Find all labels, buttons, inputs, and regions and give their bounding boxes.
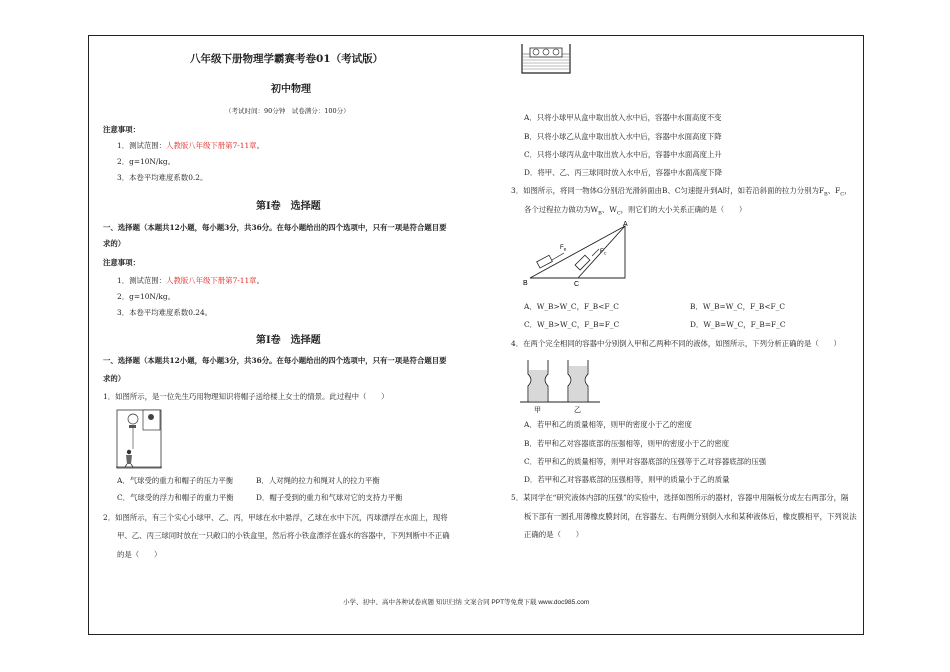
section-intro-line2: 求的） bbox=[103, 239, 126, 248]
exam-title: 八年级下册物理学霸赛考卷01（考试版） bbox=[190, 53, 384, 65]
section-intro-line1: 一、选择题（本题共12小题，每小题3分，共36分。在每小题给出的四个选项中，只有一项是符合题目要 bbox=[103, 223, 447, 232]
question-3-option-b: B．W_B=W_C，F_B<F_C bbox=[690, 302, 785, 311]
question-4-option-b: B．若甲和乙对容器底部的压强相等，则甲的密度小于乙的密度 bbox=[524, 439, 729, 448]
section-intro-line1: 一、选择题（本题共12小题，每小题3分，共36分。在每小题给出的四个选项中，只有一项是符合题目要 bbox=[103, 356, 447, 365]
notes-item-3: 3．本卷平均难度系数0.24。 bbox=[117, 308, 213, 317]
question-4-option-c: C．若甲和乙的质量相等，则甲对容器底部的压强等于乙对容器底部的压强 bbox=[524, 457, 767, 466]
question-3-label-fc bbox=[600, 249, 607, 256]
question-1-option-a: A．气球受的重力和帽子的压力平衡 bbox=[117, 476, 234, 485]
question-1-option-d: D．帽子受到的重力和气球对它的支持力平衡 bbox=[256, 493, 403, 502]
question-3-label-fb-letter: F bbox=[560, 245, 564, 251]
question-1-option-b: B．人对绳的拉力和绳对人的拉力平衡 bbox=[256, 476, 380, 485]
question-2-figure bbox=[520, 44, 572, 74]
question-3-line1-end: ， bbox=[844, 186, 852, 195]
section-title: 第Ⅰ卷 选择题 bbox=[256, 335, 321, 346]
notes-item-2: 2．g=10N/kg。 bbox=[117, 157, 175, 166]
question-3-line2-mid: 、W bbox=[601, 205, 617, 214]
notes-item-1-prefix: 1．测试范围： bbox=[117, 276, 167, 285]
question-3-line1-text: 3．如图所示，将同一物体G分别沿光滑斜面由B、C匀速提升到A时，如若沿斜面的拉力分别为F bbox=[511, 186, 825, 195]
question-4-option-d: D．若甲和乙对容器底部的压强相等，则甲的质量小于乙的质量 bbox=[524, 475, 730, 484]
question-3-label-fc-sub: C bbox=[603, 250, 607, 256]
question-3-option-c: C．W_B>W_C，F_B=F_C bbox=[524, 320, 620, 329]
notes-item-1-range: 人教版八年级下册第7-11章 bbox=[166, 141, 257, 150]
question-2-option-d: D．将甲、乙、丙三球同时放入水中后，容器中水面高度下降 bbox=[524, 168, 723, 177]
question-2-line2: 甲、乙、丙三球同时放在一只敞口的小铁盒里，然后将小铁盒漂浮在盛水的容器中，下列判断中不正确 bbox=[117, 531, 450, 540]
question-3-line2-text: 各个过程拉力做功为W bbox=[524, 205, 599, 214]
question-3-sub-c: C bbox=[840, 191, 845, 198]
question-3-option-d: D．W_B=W_C，F_B=F_C bbox=[690, 320, 786, 329]
page-frame bbox=[88, 35, 864, 635]
question-3-label-a: A bbox=[623, 221, 628, 228]
question-3-line2-sub-c: C bbox=[616, 210, 621, 217]
question-3-line1-mid: 、F bbox=[827, 186, 841, 195]
section-intro-line2: 求的） bbox=[103, 374, 126, 383]
question-4-label-yi: 乙 bbox=[574, 407, 581, 414]
question-3-label-fb-sub: B bbox=[563, 246, 567, 252]
question-2-option-a: A．只将小球甲从盒中取出放入水中后，容器中水面高度不变 bbox=[524, 113, 722, 122]
question-4-stem: 4．在两个完全相同的容器中分别倒入甲和乙两种不同的液体，如图所示，下列分析正确的是（ ） bbox=[511, 339, 841, 348]
question-3-option-a: A．W_B>W_C，F_B<F_C bbox=[524, 302, 619, 311]
question-3-line2-end: ，则它们的大小关系正确的是（ ） bbox=[620, 205, 747, 214]
question-3-line1 bbox=[511, 186, 851, 199]
exam-info: （考试时间：90分钟 试卷满分：100分） bbox=[225, 107, 350, 115]
notes-item-1-range: 人教版八年级下册第7-11章 bbox=[166, 276, 257, 285]
notes-item-2: 2．g=10N/kg。 bbox=[117, 292, 175, 301]
question-5-line3: 正确的是（ ） bbox=[524, 530, 584, 539]
question-1-stem: 1．如图所示，是一位先生巧用物理知识将帽子送给楼上女士的情景。此过程中（ ） bbox=[103, 392, 389, 401]
notes-item-1-suffix: 。 bbox=[256, 276, 264, 285]
notes-item-1 bbox=[117, 141, 264, 151]
question-4-figure bbox=[520, 356, 602, 414]
notes-heading: 注意事项： bbox=[103, 125, 140, 134]
question-3-line2-sub-b: B bbox=[598, 210, 602, 217]
question-3-label-fb bbox=[560, 245, 567, 252]
question-2-option-c: C．只将小球丙从盒中取出放入水中后，容器中水面高度上升 bbox=[524, 150, 722, 159]
question-3-label-c: C bbox=[574, 281, 580, 288]
question-2-line3: 的是（ ） bbox=[117, 550, 162, 559]
question-3-label-b: B bbox=[523, 280, 528, 287]
question-5-line1: 5．某同学在“研究液体内部的压强”的实验中，选择如图所示的器材，容器中用隔板分成左右两部分，隔 bbox=[511, 493, 849, 502]
question-4-label-jia: 甲 bbox=[534, 407, 541, 414]
notes-heading: 注意事项： bbox=[103, 258, 140, 267]
notes-item-1-suffix: 。 bbox=[256, 141, 264, 150]
question-2-line1: 2．如图所示，有三个实心小球甲、乙、丙，甲球在水中悬浮，乙球在水中下沉，丙球漂浮在水面上，现将 bbox=[103, 513, 448, 522]
notes-item-1-prefix: 1．测试范围： bbox=[117, 141, 167, 150]
question-5-line2: 板下部有一圆孔用薄橡皮膜封闭，在容器左、右两侧分别倒入水和某种液体后，橡皮膜相平，下列说法 bbox=[524, 512, 857, 521]
notes-item-1 bbox=[117, 276, 264, 286]
question-1-figure bbox=[116, 409, 162, 469]
notes-item-3: 3．本卷平均难度系数0.2。 bbox=[117, 173, 208, 182]
subject-title: 初中物理 bbox=[271, 84, 311, 95]
question-2-option-b: B．只将小球乙从盒中取出放入水中后，容器中水面高度下降 bbox=[524, 132, 722, 141]
question-4-option-a: A．若甲和乙的质量相等，则甲的密度小于乙的密度 bbox=[524, 420, 692, 429]
question-3-line2 bbox=[524, 205, 746, 218]
question-3-figure bbox=[520, 220, 632, 288]
page-footer: 小学、初中、高中各种试卷真题 知识归纳 文案合同 PPT等免费下载 www.doc985.com bbox=[343, 599, 590, 606]
question-1-option-c: C．气球受的浮力和帽子的重力平衡 bbox=[117, 493, 234, 502]
section-title: 第Ⅰ卷 选择题 bbox=[256, 201, 321, 212]
question-3-sub-b: B bbox=[824, 191, 828, 198]
question-3-label-fc-letter: F bbox=[600, 249, 604, 255]
